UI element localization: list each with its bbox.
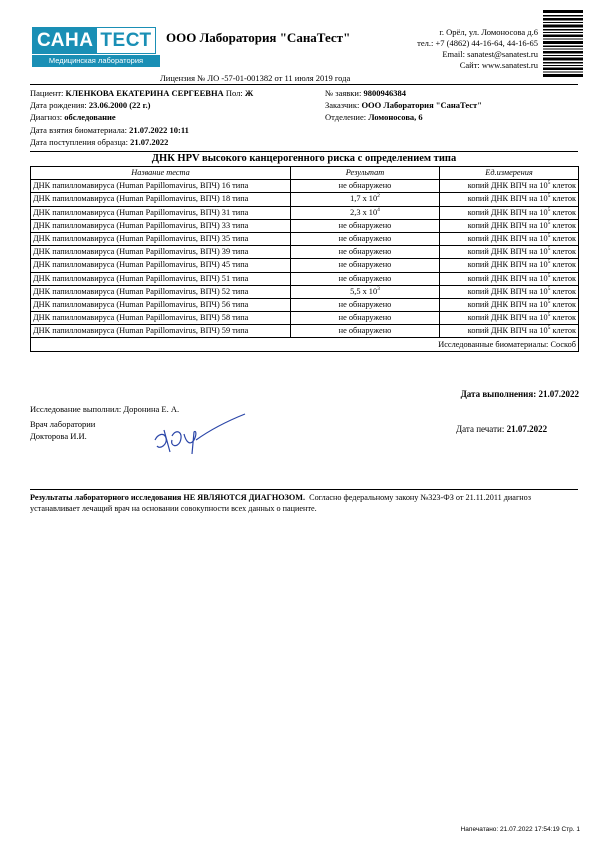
unit-tail: клеток xyxy=(550,207,576,217)
test-name-cell xyxy=(31,206,291,219)
result-cell xyxy=(291,232,440,245)
table-row xyxy=(31,312,579,325)
doctor-block xyxy=(30,418,95,442)
unit-cell xyxy=(440,219,579,232)
unit-exponent: 5 xyxy=(547,312,551,319)
unit-tail: клеток xyxy=(550,220,576,230)
signature xyxy=(150,410,250,460)
result-cell xyxy=(291,285,440,298)
result-value: не обнаружено xyxy=(338,247,392,257)
biomaterial-label: Исследованные биоматериалы: xyxy=(438,339,549,349)
test-name: ДНК папилломавируса (Human Papillomavirus, ВПЧ) 59 типа xyxy=(33,326,249,336)
department-label: Отделение: xyxy=(325,112,367,123)
unit-text: копий ДНК ВПЧ на 10 xyxy=(467,247,548,257)
order-number-label: № заявки: xyxy=(325,88,362,98)
test-name: ДНК папилломавируса (Human Papillomavirus, ВПЧ) 45 типа xyxy=(33,260,249,270)
unit-cell xyxy=(440,232,579,245)
unit-exponent: 5 xyxy=(547,220,551,227)
unit-cell xyxy=(440,272,579,285)
table-row xyxy=(31,180,579,193)
logo-text-part2: ТЕСТ xyxy=(97,27,155,54)
table-row xyxy=(31,298,579,311)
test-name: ДНК папилломавируса (Human Papillomavirus, ВПЧ) 16 типа xyxy=(33,181,249,191)
unit-tail: клеток xyxy=(550,260,576,270)
logo-tagline: Медицинская лаборатория xyxy=(32,55,160,67)
test-name: ДНК папилломавируса (Human Papillomavirus, ВПЧ) 56 типа xyxy=(33,299,249,309)
test-name-cell xyxy=(31,325,291,338)
test-name: ДНК папилломавируса (Human Papillomavirus, ВПЧ) 39 типа xyxy=(33,247,249,257)
table-row xyxy=(31,246,579,259)
result-value: 1,7 x 10 xyxy=(350,194,378,204)
unit-exponent: 5 xyxy=(547,180,551,187)
unit-exponent: 5 xyxy=(547,325,551,332)
unit-tail: клеток xyxy=(550,286,576,296)
disclaimer-bold: Результаты лабораторного исследования НЕ ЯВЛЯЮТСЯ ДИАГНОЗОМ. xyxy=(30,493,306,502)
test-name: ДНК папилломавируса (Human Papillomavirus, ВПЧ) 18 типа xyxy=(33,194,249,204)
license-line: Лицензия № ЛО -57-01-001382 от 11 июля 2019 года xyxy=(160,73,351,83)
performer-name: Доронина Е. А. xyxy=(123,404,180,414)
unit-exponent: 5 xyxy=(547,193,551,200)
lab-contacts xyxy=(417,27,538,71)
unit-tail: клеток xyxy=(550,181,576,191)
table-row xyxy=(31,232,579,245)
customer: ООО Лаборатория "СанаТест" xyxy=(361,100,482,111)
sample-date: 21.07.2022 10:11 xyxy=(129,124,189,135)
unit-exponent: 5 xyxy=(547,286,551,293)
unit-cell xyxy=(440,206,579,219)
unit-tail: клеток xyxy=(550,234,576,244)
diagnosis-label: Диагноз: xyxy=(30,112,63,123)
result-value: не обнаружено xyxy=(338,220,392,230)
doctor-name: Докторова И.И. xyxy=(30,431,87,441)
patient-sex: Ж xyxy=(244,88,254,98)
done-label: Дата выполнения: xyxy=(460,389,537,399)
unit-exponent: 5 xyxy=(547,299,551,306)
print-date: 21.07.2022 xyxy=(506,424,548,434)
unit-text: копий ДНК ВПЧ на 10 xyxy=(467,260,548,270)
disclaimer-text: Согласно федеральному закону №323-ФЗ от 21.11.2011 диагноз устанавливает лечащий врач на основании совокупности всех данных о пациенте. xyxy=(30,493,532,513)
unit-text: копий ДНК ВПЧ на 10 xyxy=(467,194,548,204)
table-row xyxy=(31,219,579,232)
unit-exponent: 5 xyxy=(547,246,551,253)
patient-name-label: Пациент: xyxy=(30,88,64,98)
col-result: Результат xyxy=(291,167,440,180)
unit-cell xyxy=(440,180,579,193)
table-row xyxy=(31,285,579,298)
result-cell xyxy=(291,219,440,232)
result-value: не обнаружено xyxy=(338,234,392,244)
table-row xyxy=(31,193,579,206)
unit-exponent: 5 xyxy=(547,272,551,279)
biomaterial-cell xyxy=(31,338,579,351)
customer-label: Заказчик: xyxy=(325,100,360,111)
sample-date-label: Дата взятия биоматериала: xyxy=(30,124,127,135)
result-cell xyxy=(291,246,440,259)
test-name-cell xyxy=(31,298,291,311)
test-name-cell xyxy=(31,246,291,259)
lab-address: г. Орёл, ул. Ломоносова д.6 xyxy=(439,27,538,37)
unit-tail: клеток xyxy=(550,194,576,204)
unit-exponent: 5 xyxy=(547,259,551,266)
unit-tail: клеток xyxy=(550,299,576,309)
unit-cell xyxy=(440,285,579,298)
completion-date xyxy=(461,389,579,399)
result-value: не обнаружено xyxy=(338,260,392,270)
disclaimer xyxy=(30,492,582,514)
unit-cell xyxy=(440,259,579,272)
result-cell xyxy=(291,180,440,193)
unit-exponent: 5 xyxy=(547,233,551,240)
unit-text: копий ДНК ВПЧ на 10 xyxy=(467,326,548,336)
lab-name: ООО Лаборатория "СанаТест" xyxy=(166,30,351,45)
table-row xyxy=(31,325,579,338)
result-value: не обнаружено xyxy=(338,273,392,283)
performer-label: Исследование выполнил: xyxy=(30,404,122,414)
test-name: ДНК папилломавируса (Human Papillomavirus, ВПЧ) 33 типа xyxy=(33,220,249,230)
print-date-line xyxy=(456,424,547,434)
table-row xyxy=(31,259,579,272)
unit-tail: клеток xyxy=(550,326,576,336)
department: Ломоносова, 6 xyxy=(368,112,423,123)
test-name-cell xyxy=(31,312,291,325)
result-cell xyxy=(291,272,440,285)
result-cell xyxy=(291,193,440,206)
print-label: Дата печати: xyxy=(456,424,505,434)
patient-name: КЛЕНКОВА ЕКАТЕРИНА СЕРГЕЕВНА xyxy=(65,88,224,98)
test-name: ДНК папилломавируса (Human Papillomavirus, ВПЧ) 52 типа xyxy=(33,286,249,296)
result-exponent: 3 xyxy=(377,286,380,293)
result-exponent: 2 xyxy=(377,193,380,200)
print-footer: Напечатано: 21.07.2022 17:54:19 Стр. 1 xyxy=(460,826,580,833)
lab-logo xyxy=(32,27,160,67)
test-name: ДНК папилломавируса (Human Papillomavirus, ВПЧ) 31 типа xyxy=(33,207,249,217)
result-exponent: 4 xyxy=(377,206,380,213)
unit-cell xyxy=(440,298,579,311)
result-value: не обнаружено xyxy=(338,313,392,323)
order-number: 9800946384 xyxy=(363,88,406,98)
results-table xyxy=(30,166,579,352)
result-value: не обнаружено xyxy=(338,326,392,336)
unit-cell xyxy=(440,325,579,338)
unit-text: копий ДНК ВПЧ на 10 xyxy=(467,207,548,217)
received-label: Дата поступления образца: xyxy=(30,136,129,147)
test-name-cell xyxy=(31,219,291,232)
biomaterial-row xyxy=(31,338,579,351)
patient-dob: 23.06.2000 (22 г.) xyxy=(88,100,151,111)
unit-text: копий ДНК ВПЧ на 10 xyxy=(467,313,548,323)
test-name-cell xyxy=(31,259,291,272)
result-value: 2,3 x 10 xyxy=(350,207,378,217)
received-date: 21.07.2022 xyxy=(130,136,169,147)
unit-text: копий ДНК ВПЧ на 10 xyxy=(467,299,548,309)
lab-email: Email: sanatest@sanatest.ru xyxy=(442,49,538,59)
order-info xyxy=(325,87,482,124)
result-cell xyxy=(291,298,440,311)
result-cell xyxy=(291,206,440,219)
test-name-cell xyxy=(31,272,291,285)
unit-tail: клеток xyxy=(550,313,576,323)
disclaimer-divider xyxy=(30,489,578,490)
test-name-cell xyxy=(31,285,291,298)
unit-text: копий ДНК ВПЧ на 10 xyxy=(467,234,548,244)
unit-tail: клеток xyxy=(550,273,576,283)
test-name-cell xyxy=(31,232,291,245)
done-date: 21.07.2022 xyxy=(538,389,579,399)
test-name-cell xyxy=(31,180,291,193)
info-divider xyxy=(30,151,578,152)
col-unit: Ед.измерения xyxy=(440,167,579,180)
lab-phone: тел.: +7 (4862) 44-16-64, 44-16-65 xyxy=(417,38,538,48)
result-value: не обнаружено xyxy=(338,299,392,309)
result-value: не обнаружено xyxy=(338,181,392,191)
unit-exponent: 5 xyxy=(547,206,551,213)
patient-info xyxy=(30,87,253,148)
test-name: ДНК папилломавируса (Human Papillomavirus, ВПЧ) 58 типа xyxy=(33,313,249,323)
col-test-name: Название теста xyxy=(31,167,291,180)
result-value: 5,5 x 10 xyxy=(350,286,378,296)
dob-label: Дата рождения: xyxy=(30,100,87,111)
logo-text-part1: САНА xyxy=(32,27,97,54)
unit-tail: клеток xyxy=(550,247,576,257)
doctor-title: Врач лаборатории xyxy=(30,419,96,429)
biomaterial-value: Соскоб xyxy=(550,339,576,349)
test-name: ДНК папилломавируса (Human Papillomavirus, ВПЧ) 35 типа xyxy=(33,234,249,244)
unit-text: копий ДНК ВПЧ на 10 xyxy=(467,181,548,191)
unit-text: копий ДНК ВПЧ на 10 xyxy=(467,273,548,283)
unit-cell xyxy=(440,312,579,325)
table-row xyxy=(31,206,579,219)
lab-site: Сайт: www.sanatest.ru xyxy=(459,60,538,70)
result-cell xyxy=(291,325,440,338)
header-divider xyxy=(30,84,578,85)
unit-text: копий ДНК ВПЧ на 10 xyxy=(467,220,548,230)
test-name-cell xyxy=(31,193,291,206)
unit-text: копий ДНК ВПЧ на 10 xyxy=(467,286,548,296)
patient-sex-label: Пол: xyxy=(225,88,243,98)
result-cell xyxy=(291,259,440,272)
barcode-icon xyxy=(543,10,583,78)
unit-cell xyxy=(440,193,579,206)
table-header-row xyxy=(31,167,579,180)
patient-diagnosis: обследование xyxy=(64,112,116,123)
section-title: ДНК HPV высокого канцерогенного риска с определением типа xyxy=(151,153,457,164)
test-name: ДНК папилломавируса (Human Papillomavirus, ВПЧ) 51 типа xyxy=(33,273,249,283)
table-row xyxy=(31,272,579,285)
unit-cell xyxy=(440,246,579,259)
result-cell xyxy=(291,312,440,325)
